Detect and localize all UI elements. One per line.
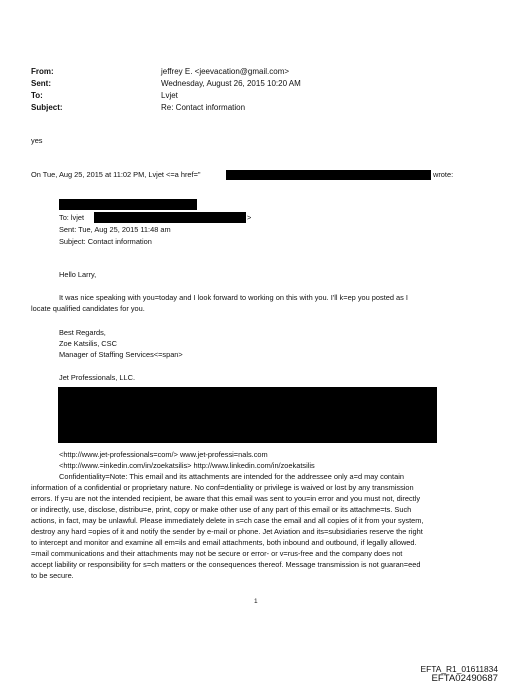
subject-value: Re: Contact information [161, 103, 246, 112]
page-number: 1 [254, 598, 258, 605]
fwd-to-suffix: > [247, 213, 252, 222]
email-header [31, 66, 431, 116]
quote-intro-start: On Tue, Aug 25, 2015 at 11:02 PM, Lvjet <=a href=" [31, 170, 201, 179]
redaction-bar [94, 212, 246, 223]
subject-label: Subject: [31, 103, 63, 112]
confidentiality-line: information of a confidential or proprietary nature. No conf=dentiality or privilege is waived or lost by any transmission [31, 483, 414, 492]
confidentiality-line: destroy any hard =opies of it and notify the sender by e-mail or phone. Jet Aviation and its=subsidiaries reserve the right [31, 527, 423, 536]
from-label: From: [31, 67, 54, 76]
fwd-subject: Subject: Contact information [59, 237, 152, 246]
fwd-sent: Sent: Tue, Aug 25, 2015 11:48 am [59, 225, 171, 234]
confidentiality-line: Confidentiality=Note: This email and its attachments are intended for the addressee only a=d may contain [59, 472, 404, 481]
to-value: Lvjet [161, 91, 178, 100]
linkedin-link: <http://www.=inkedin.com/in/zoekatsilis> http://www.linkedin.com/in/zoekatsilis [59, 461, 315, 470]
redaction-block [58, 387, 437, 443]
confidentiality-line: =mail communications and their attachments may not be secure or error- or v=rus-free and the company does not [31, 549, 403, 558]
reply-text: yes [31, 136, 43, 145]
sent-value: Wednesday, August 26, 2015 10:20 AM [161, 79, 301, 88]
confidentiality-line: errors. If y=u are not the intended recipient, be aware that this email was sent to you=in error and you must not, directly [31, 494, 421, 503]
greeting: Hello Larry, [59, 270, 97, 279]
paragraph-line: locate qualified candidates for you. [31, 304, 145, 313]
signoff: Best Regards, [59, 328, 106, 337]
confidentiality-line: accept liability or responsibility for s=ch matters or the consequences thereof. Message transmission is not guaran=eed [31, 560, 421, 569]
company-name: Jet Professionals, LLC. [59, 373, 135, 382]
footer-id-secondary: EFTA02490687 [431, 673, 498, 684]
fwd-to-prefix: To: lvjet [59, 213, 85, 222]
quote-intro-end: wrote: [433, 170, 454, 179]
confidentiality-line: or indirectly, use, disclose, distribu=e, print, copy or make other use of any part of this email or its attachme=ts. Such [31, 505, 412, 514]
confidentiality-line: actions, in fact, may be unlawful. Please immediately delete in s=ch case the email and all copies of it from your system, [31, 516, 424, 525]
confidentiality-line: to be secure. [31, 571, 74, 580]
redaction-bar [226, 170, 431, 180]
paragraph-line: It was nice speaking with you=today and I look forward to working on this with you. I'll k=ep you posted as I [59, 293, 408, 302]
sent-label: Sent: [31, 79, 51, 88]
footer-id-primary: EFTA_R1_01611834 [420, 664, 498, 674]
confidentiality-line: to intercept and monitor and examine all em=ils and email attachments, both inbound and outbound, if legally allowed. [31, 538, 417, 547]
from-value: jeffrey E. <jeevacation@gmail.com> [161, 67, 290, 76]
to-label: To: [31, 91, 43, 100]
signature-name: Zoe Katsilis, CSC [59, 339, 117, 348]
signature-title: Manager of Staffing Services<=span> [59, 350, 183, 359]
company-link: <http://www.jet-professionals=com/> www.jet-professi=nals.com [59, 450, 268, 459]
redaction-bar [59, 199, 197, 210]
